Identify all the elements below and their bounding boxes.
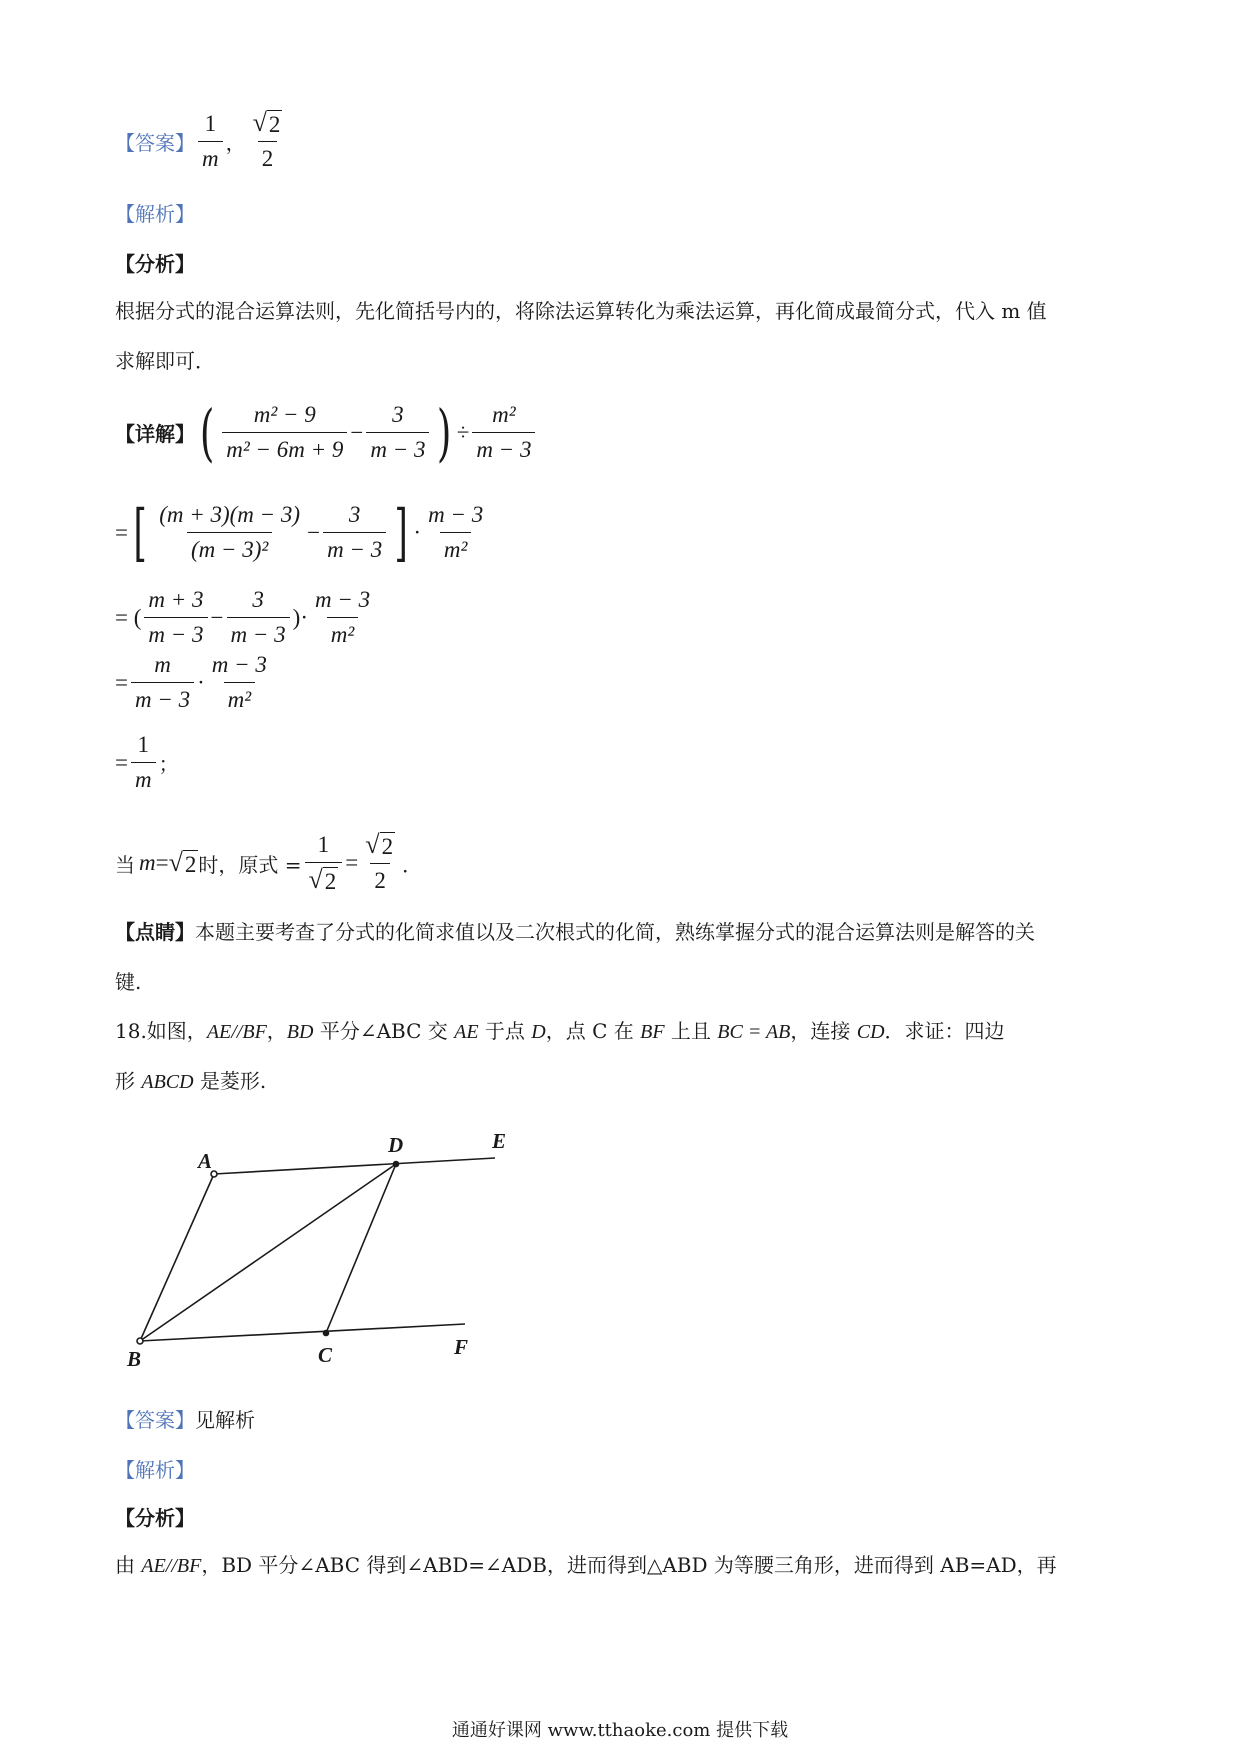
solution-step-2: = ( $\frac{m + 3}{m - 3}$ − $\frac{3}{m - 3}$ )· $\frac{m - 3}{\text{m²}}$ <box>115 585 377 650</box>
point-b <box>137 1338 143 1344</box>
fenxi-tag: 【分析】 <box>115 252 195 276</box>
step0-frac-3: $\frac{\text{m²}}{m - 3}$ <box>472 400 535 465</box>
step1-frac-1: $\frac{(m + 3)(m - 3)}{\text{(m − 3)²}}$ <box>155 500 304 565</box>
dianjing-line-2: 键. <box>115 970 142 994</box>
answer-tag: 【答案】 <box>115 130 195 155</box>
solution-step-0: 【详解】 ( $\frac{\text{m² − 9}}{\text{m² − 6m + 9}}$ − $\frac{3}{m - 3}$ ) ÷ $\frac{\text{m²}}{m - 3}$ <box>115 400 538 465</box>
label-a: A <box>198 1149 213 1173</box>
sqrt-2: √ 2 <box>168 847 197 877</box>
label-d: D <box>388 1133 404 1157</box>
label-f: F <box>454 1335 469 1359</box>
answer-17: 【答案】 $\frac{1}{m}$ ， √ 2 2 <box>115 108 289 174</box>
final-frac-2: √ 2 2 <box>361 830 399 896</box>
answer-frac-1: $\frac{1}{m}$ <box>198 109 223 174</box>
step4-frac-1: $\frac{1}{m}$ <box>131 730 156 795</box>
label-e: E <box>492 1129 507 1153</box>
question-18-line-2: 形 ABCD 是菱形. <box>115 1069 267 1093</box>
final-frac-1: 1 √ 2 <box>305 830 343 896</box>
question-18-line-1: 18.如图，AE//BF，BD 平分∠ABC 交 AE 于点 D，点 C 在 BF 上且 BC = AB，连接 CD．求证：四边 <box>115 1019 1005 1043</box>
dianjing-line-1: 【点睛】本题主要考查了分式的化简求值以及二次根式的化简，熟练掌握分式的混合运算法则是解答的关 <box>115 920 1035 944</box>
line-bf <box>140 1324 465 1341</box>
point-d <box>394 1162 399 1167</box>
analysis-18-line-1: 由 AE//BF，BD 平分∠ABC 得到∠ABD=∠ADB，进而得到△ABD 为等腰三角形，进而得到 AB=AD，再 <box>115 1553 1057 1577</box>
step2-frac-3: $\frac{m - 3}{\text{m²}}$ <box>311 585 374 650</box>
line-ae <box>214 1158 495 1174</box>
fenxi-tag-2: 【分析】 <box>115 1506 195 1530</box>
point-c <box>324 1331 329 1336</box>
solution-final: 当 m = √ 2 时，原式 = 1 √ 2 = √ 2 2 ． <box>115 830 423 894</box>
answer-tag-18: 【答案】 <box>115 1408 195 1432</box>
step3-frac-2: $\frac{m - 3}{\text{m²}}$ <box>208 650 271 715</box>
xiangjie-tag: 【详解】 <box>115 422 195 446</box>
solution-step-3: = $\frac{m}{m - 3}$ · $\frac{m - 3}{\text{m²}}$ <box>115 650 274 715</box>
answer-18: 【答案】见解析 <box>115 1408 255 1432</box>
step2-frac-1: $\frac{m + 3}{m - 3}$ <box>144 585 207 650</box>
step1-frac-2: $\frac{3}{m - 3}$ <box>323 500 386 565</box>
step0-frac-2: $\frac{3}{m - 3}$ <box>366 400 429 465</box>
page-footer: 通通好课网 www.tthaoke.com 提供下载 <box>451 1720 789 1741</box>
segment-cd <box>326 1164 396 1333</box>
solution-step-4: = $\frac{1}{m}$ ； <box>115 730 179 795</box>
step1-frac-3: $\frac{m - 3}{\text{m²}}$ <box>424 500 487 565</box>
solution-step-1: = [ $\frac{(m + 3)(m - 3)}{\text{(m − 3)²}}$ − $\frac{3}{m - 3}$ ] · $\frac{m - 3}{\text{m²}}$ <box>115 500 490 565</box>
step0-frac-1: $\frac{\text{m² − 9}}{\text{m² − 6m + 9}}$ <box>222 400 347 465</box>
label-c: C <box>318 1343 333 1367</box>
analysis-line-1: 根据分式的混合运算法则，先化简括号内的，将除法运算转化为乘法运算，再化简成最简分式，代入 m 值 <box>115 299 1047 323</box>
step3-frac-1: $\frac{m}{m - 3}$ <box>131 650 194 715</box>
jiexi-tag-2: 【解析】 <box>115 1458 195 1482</box>
dianjing-tag: 【点睛】 <box>115 920 195 944</box>
step2-frac-2: $\frac{3}{m - 3}$ <box>227 585 290 650</box>
jiexi-tag: 【解析】 <box>115 202 195 226</box>
analysis-line-2: 求解即可． <box>115 349 215 373</box>
answer-frac-2: √ 2 2 <box>249 108 287 174</box>
label-b: B <box>127 1347 142 1371</box>
